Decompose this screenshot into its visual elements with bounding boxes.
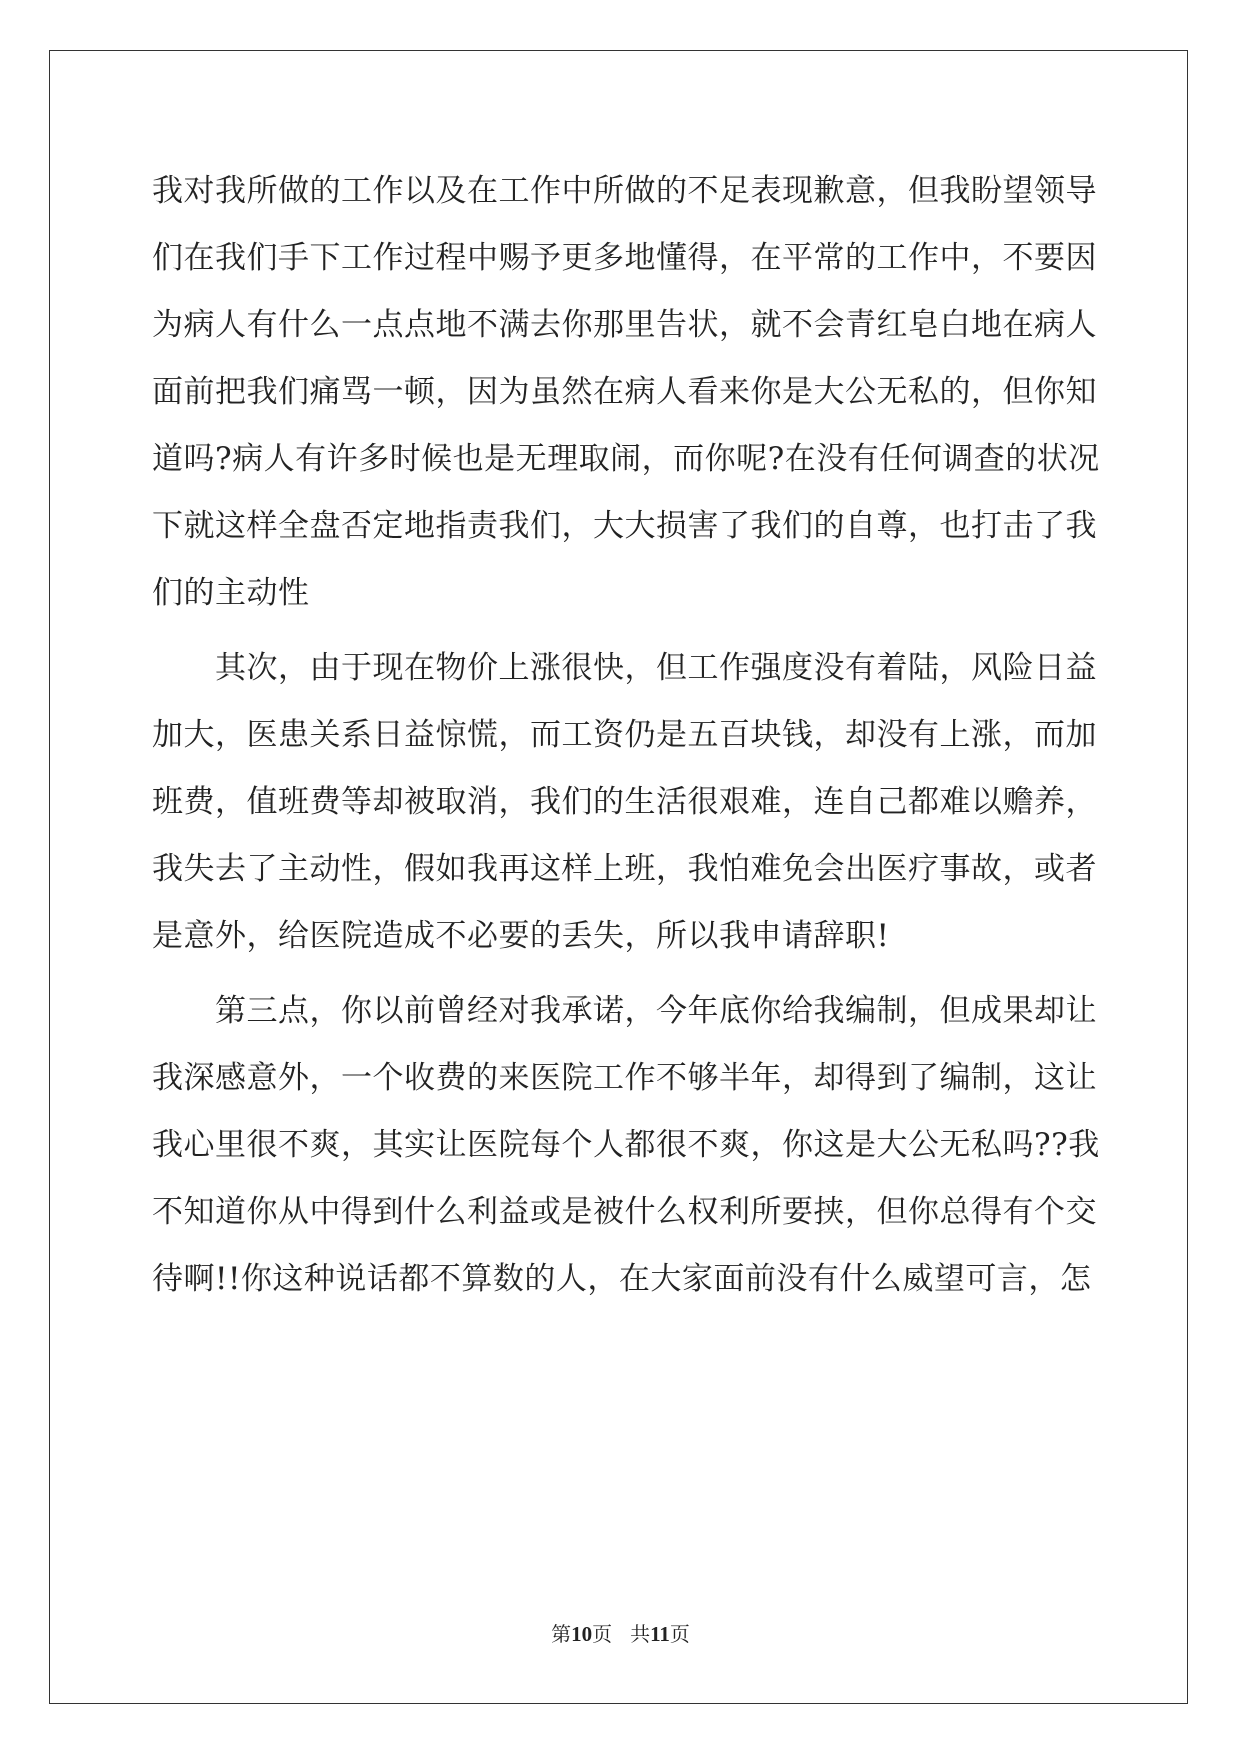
text-line: 为病人有什么一点点地不满去你那里告状，就不会青红皂白地在病人 <box>152 307 1097 343</box>
text-line: 待啊!!你这种说话都不算数的人，在大家面前没有什么威望可言，怎 <box>152 1261 1092 1297</box>
text-line: 我失去了主动性，假如我再这样上班，我怕难免会出医疗事故，或者 <box>152 851 1097 887</box>
text-line: 加大，医患关系日益惊慌，而工资仍是五百块钱，却没有上涨，而加 <box>152 717 1097 753</box>
text-line: 我深感意外，一个收费的来医院工作不够半年，却得到了编制，这让 <box>152 1060 1097 1096</box>
paragraph-2 <box>152 635 1097 970</box>
text-line: 道吗?病人有许多时候也是无理取闹，而你呢?在没有任何调查的状况 <box>152 441 1100 477</box>
paragraph-3 <box>152 978 1100 1313</box>
text-line: 们在我们手下工作过程中赐予更多地懂得，在平常的工作中，不要因 <box>152 240 1097 276</box>
text-line: 我心里很不爽，其实让医院每个人都很不爽，你这是大公无私吗??我 <box>152 1127 1100 1163</box>
text-line: 是意外，给医院造成不必要的丢失，所以我申请辞职! <box>152 918 890 954</box>
paragraph-1 <box>152 158 1100 627</box>
text-line: 们的主动性 <box>152 575 310 611</box>
text-line: 第三点，你以前曾经对我承诺，今年底你给我编制，但成果却让 <box>215 993 1097 1029</box>
text-line: 班费，值班费等却被取消，我们的生活很艰难，连自己都难以赡养， <box>152 784 1097 820</box>
text-line: 其次，由于现在物价上涨很快，但工作强度没有着陆，风险日益 <box>215 650 1097 686</box>
text-line: 不知道你从中得到什么利益或是被什么权利所要挟，但你总得有个交 <box>152 1194 1097 1230</box>
text-line: 面前把我们痛骂一顿，因为虽然在病人看来你是大公无私的，但你知 <box>152 374 1097 410</box>
text-line: 我对我所做的工作以及在工作中所做的不足表现歉意，但我盼望领导 <box>152 173 1097 209</box>
total-pages-number: 11 <box>650 1622 670 1646</box>
page-footer <box>0 1618 1241 1647</box>
current-page-number: 10 <box>571 1622 593 1646</box>
footer-prefix: 第 <box>551 1622 572 1646</box>
footer-total-suffix: 页 <box>669 1622 690 1646</box>
document-body <box>152 158 1100 1313</box>
footer-total-prefix: 共 <box>630 1622 651 1646</box>
text-line: 下就这样全盘否定地指责我们，大大损害了我们的自尊，也打击了我 <box>152 508 1097 544</box>
footer-page-word: 页 <box>592 1622 613 1646</box>
